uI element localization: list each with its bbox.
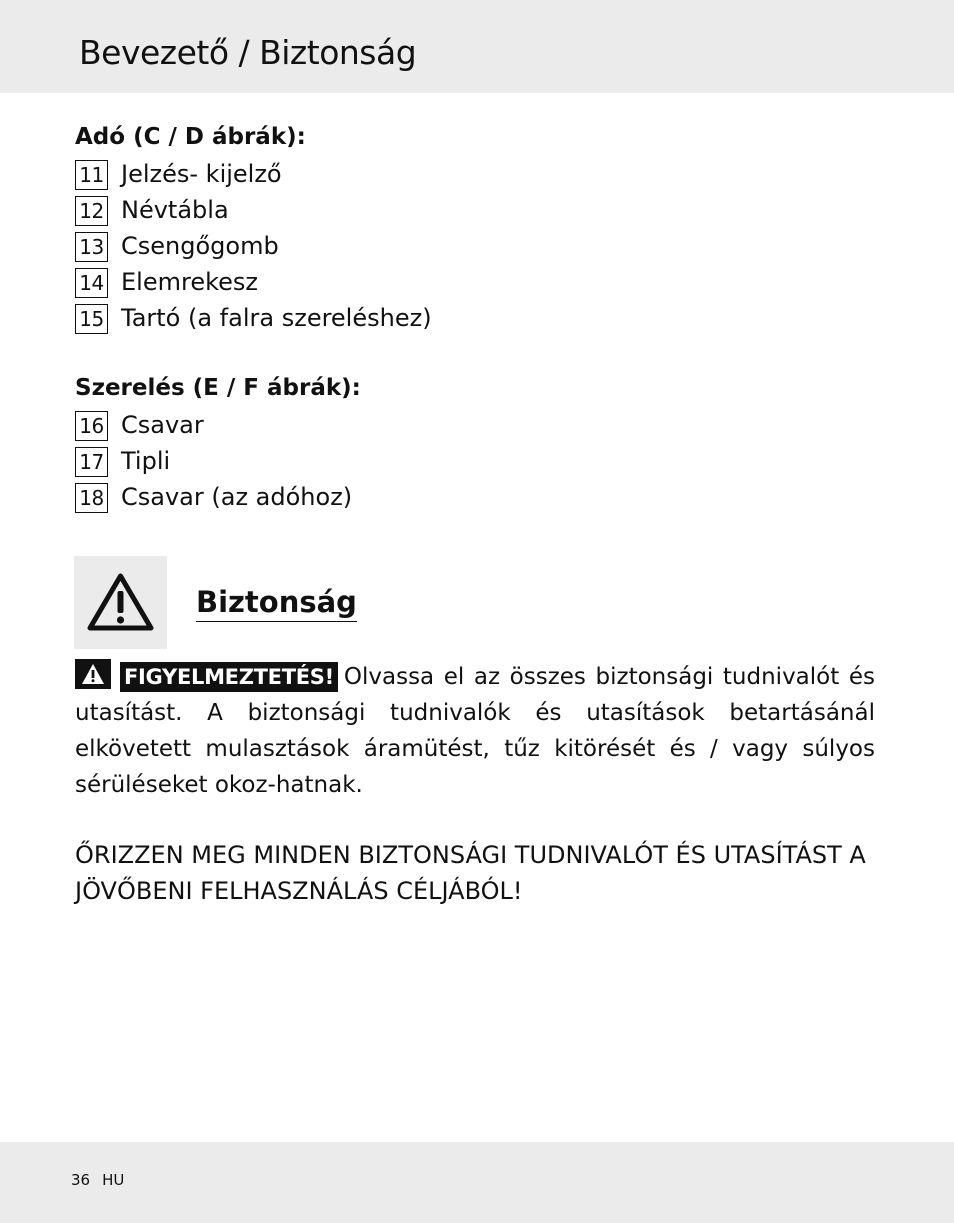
part-number-box: 12: [75, 196, 108, 226]
part-label: Névtábla: [121, 196, 229, 224]
warning-triangle-icon: [86, 572, 155, 632]
part-label: Jelzés- kijelző: [121, 160, 282, 188]
transmitter-heading: Adó (C / D ábrák):: [75, 124, 306, 150]
part-label: Elemrekesz: [121, 268, 258, 296]
part-number-box: 14: [75, 268, 108, 298]
language-code: HU: [102, 1171, 125, 1189]
part-number-box: 11: [75, 160, 108, 190]
warning-label: FIGYELMEZTETÉS!: [120, 662, 338, 692]
page-title: Bevezető / Biztonság: [79, 33, 417, 72]
part-label: Csavar (az adóhoz): [121, 483, 353, 511]
keep-instructions-notice: ŐRIZZEN MEG MINDEN BIZTONSÁGI TUDNIVALÓT ÉS UTASÍTÁST A JÖVŐBENI FELHASZNÁLÁS CÉLJÁBÓL!: [75, 841, 866, 905]
safety-icon-box: [74, 556, 167, 649]
part-label: Tartó (a falra szereléshez): [121, 304, 432, 332]
footer-band: [0, 1142, 954, 1223]
part-label: Csavar: [121, 411, 204, 439]
part-number-box: 13: [75, 232, 108, 262]
mounting-heading: Szerelés (E / F ábrák):: [75, 375, 361, 401]
warning-text: Olvassa el az összes biztonsági tudnivalót és utasítást. A biztonsági tudnivalók és utasítások betartásánál elkövetett mulasztások áramütést, tűz kitörését és / vagy súlyos sérüléseket okoz-hatnak.: [75, 664, 875, 798]
part-label: Csengőgomb: [121, 232, 279, 260]
part-number-box: 16: [75, 411, 108, 441]
footer: [71, 1171, 124, 1189]
page-number: 36: [71, 1171, 91, 1189]
warning-triangle-icon: [75, 659, 111, 689]
part-label: Tipli: [121, 447, 171, 475]
warning-paragraph: [75, 659, 875, 803]
part-number-box: 17: [75, 447, 108, 477]
part-number-box: 18: [75, 483, 108, 513]
safety-heading: Biztonság: [196, 583, 357, 622]
part-number-box: 15: [75, 304, 108, 334]
